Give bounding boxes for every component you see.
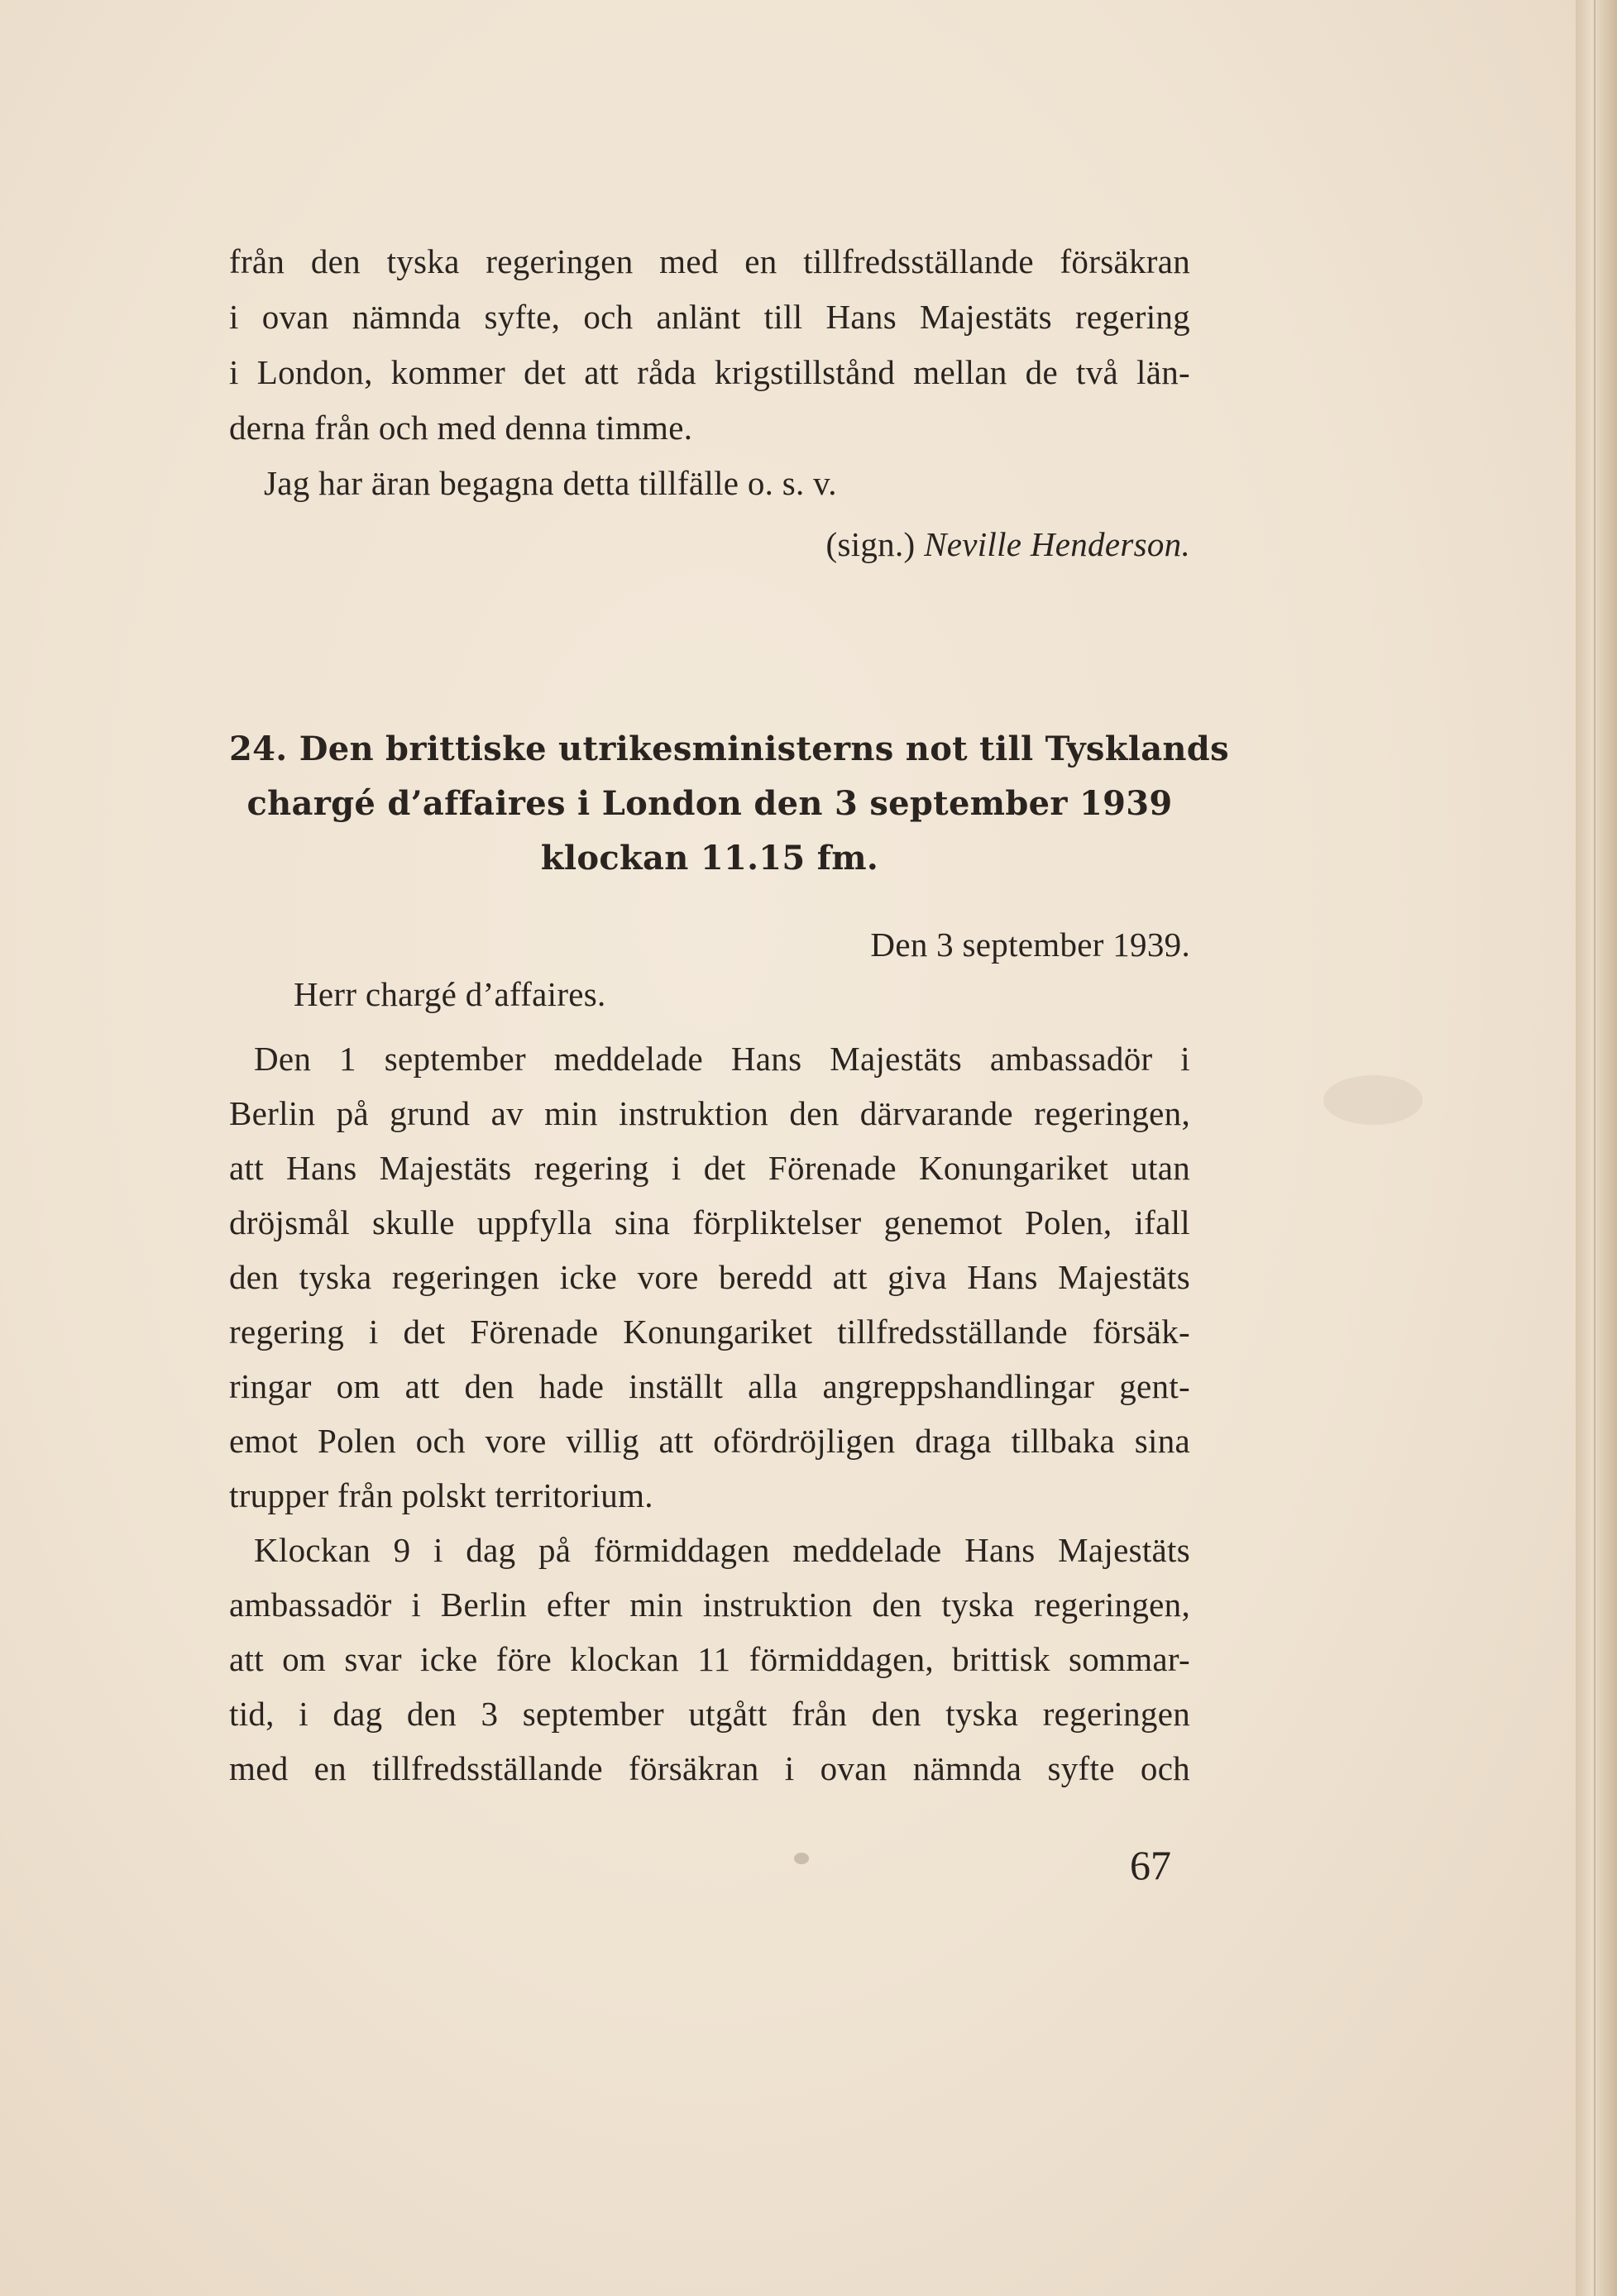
signature <box>229 518 1190 571</box>
text-line: trupper från polskt territorium. <box>229 1476 653 1514</box>
closing-line: Jag har äran begagna detta tillfälle o. s. v. <box>264 464 837 502</box>
salutation: Herr chargé d’affaires. <box>294 975 606 1013</box>
section-heading-line: 24. Den brittiske utrikesministerns not till Tysklands <box>229 729 1229 768</box>
text-line: i London, kommer det att råda krigstillstånd mellan de två län- <box>229 353 1190 391</box>
text-line: Klockan 9 i dag på förmiddagen meddelade Hans Majestäts <box>254 1531 1190 1569</box>
text-line: derna från och med denna timme. <box>229 409 693 447</box>
text-line: emot Polen och vore villig att ofördröjligen draga tillbaka sina <box>229 1422 1190 1460</box>
text-line: Berlin på grund av min instruktion den därvarande regeringen, <box>229 1094 1190 1132</box>
section-heading-line: chargé d’affaires i London den 3 september 1939 <box>246 784 1173 823</box>
section-heading-line: klockan 11.15 fm. <box>540 839 879 878</box>
page-number: 67 <box>1130 1842 1171 1888</box>
text-line: att om svar icke före klockan 11 förmiddagen, brittisk sommar- <box>229 1640 1190 1678</box>
page-edge-line <box>1594 0 1595 2296</box>
signature-name: Neville Henderson. <box>924 525 1190 563</box>
text-line: den tyska regeringen icke vore beredd att giva Hans Majestäts <box>229 1258 1190 1296</box>
text-line: ambassadör i Berlin efter min instruktion den tyska regeringen, <box>229 1586 1190 1624</box>
signature-prefix: (sign.) <box>825 525 916 563</box>
text-line: regering i det Förenade Konungariket tillfredsställande försäk- <box>229 1313 1190 1351</box>
text-line: i ovan nämnda syfte, och anlänt till Hans Majestäts regering <box>229 298 1190 336</box>
text-line: från den tyska regeringen med en tillfredsställande försäkran <box>229 242 1190 280</box>
text-line: Den 1 september meddelade Hans Majestäts ambassadör i <box>254 1040 1190 1078</box>
paper-stain <box>794 1853 809 1864</box>
text-line: att Hans Majestäts regering i det Förenade Konungariket utan <box>229 1149 1190 1187</box>
letter-date: Den 3 september 1939. <box>870 926 1190 964</box>
text-line: ringar om att den hade inställt alla angreppshandlingar gent- <box>229 1367 1190 1405</box>
page-edge <box>1576 0 1617 2296</box>
paper-stain <box>1323 1075 1423 1125</box>
text-line: dröjsmål skulle uppfylla sina förpliktelser genemot Polen, ifall <box>229 1203 1190 1241</box>
text-line: tid, i dag den 3 september utgått från den tyska regeringen <box>229 1695 1190 1733</box>
text-line: med en tillfredsställande försäkran i ovan nämnda syfte och <box>229 1749 1190 1787</box>
